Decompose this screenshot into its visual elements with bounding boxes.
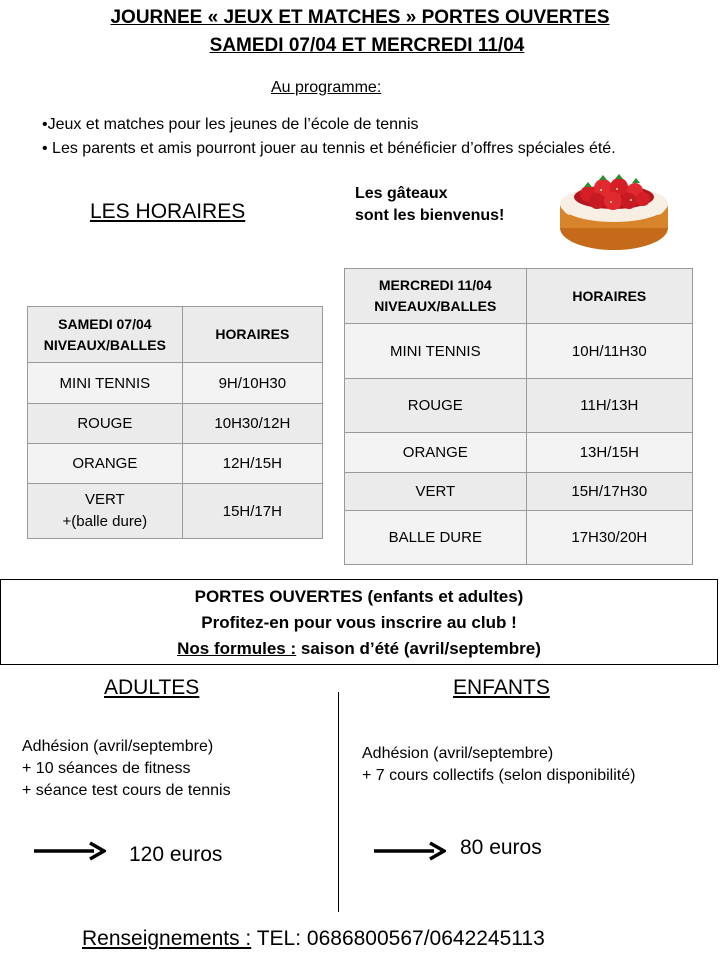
- banner-line-1: PORTES OUVERTES (enfants et adultes): [194, 587, 524, 606]
- enfants-heading: ENFANTS: [453, 676, 550, 699]
- table-header-row: [345, 269, 693, 324]
- hours-cell: 9H/10H30: [182, 363, 322, 404]
- schedule-table-samedi: [27, 306, 323, 539]
- open-days-banner: [0, 579, 718, 665]
- table-row: [345, 511, 693, 565]
- table-header-row: [28, 307, 323, 363]
- hours-cell: 10H/11H30: [526, 324, 692, 379]
- contact-phones: TEL: 0686800567/0642245113: [251, 927, 545, 950]
- column-header-hours: HORAIRES: [182, 307, 322, 363]
- adultes-heading: ADULTES: [104, 676, 200, 699]
- arrow-right-icon: [374, 840, 446, 862]
- programme-item-1: •Jeux et matches pour les jeunes de l’école de tennis: [42, 116, 419, 133]
- level-line-2: +(balle dure): [62, 513, 148, 530]
- adultes-description: [22, 736, 231, 802]
- formules-season: saison d’été (avril/septembre): [296, 639, 541, 658]
- title-line-2-text: SAMEDI 07/04 ET MERCREDI 11/04: [209, 35, 525, 56]
- enfants-price: 80 euros: [460, 836, 542, 859]
- hours-cell: 15H/17H: [182, 484, 322, 539]
- level-cell: ORANGE: [345, 433, 527, 473]
- adultes-line-3: + séance test cours de tennis: [22, 782, 231, 799]
- formules-label: Nos formules :: [177, 639, 297, 658]
- header-date: MERCREDI 11/04: [378, 277, 492, 293]
- level-cell: ROUGE: [345, 379, 527, 433]
- header-levels: NIVEAUX/BALLES: [43, 336, 166, 353]
- table-row: [28, 363, 323, 404]
- table-row: [28, 404, 323, 444]
- level-cell: MINI TENNIS: [28, 363, 183, 404]
- level-cell: ROUGE: [28, 404, 183, 444]
- adultes-price: 120 euros: [129, 843, 223, 866]
- cakes-note: [355, 183, 504, 227]
- enfants-line-2: + 7 cours collectifs (selon disponibilité): [362, 767, 636, 784]
- arrow-right-icon: [34, 840, 106, 862]
- hours-cell: 15H/17H30: [526, 473, 692, 511]
- hours-cell: 13H/15H: [526, 433, 692, 473]
- programme-heading: Au programme:: [271, 79, 382, 96]
- banner-line-2: Profitez-en pour vous inscrire au club !: [201, 613, 517, 632]
- cakes-note-line-1: Les gâteaux: [355, 185, 448, 202]
- schedule-table-mercredi: [344, 268, 693, 565]
- hours-cell: 11H/13H: [526, 379, 692, 433]
- hours-cell: 12H/15H: [182, 444, 322, 484]
- hours-cell: 17H30/20H: [526, 511, 692, 565]
- enfants-description: [362, 743, 635, 787]
- column-header-levels: [345, 269, 527, 324]
- programme-item-2: • Les parents et amis pourront jouer au tennis et bénéficier d’offres spéciales été.: [42, 140, 616, 157]
- contact-label: Renseignements :: [82, 927, 252, 950]
- adultes-line-1: Adhésion (avril/septembre): [22, 738, 214, 755]
- level-cell: [28, 484, 183, 539]
- cake-icon: [553, 170, 675, 256]
- horaires-heading: LES HORAIRES: [90, 200, 246, 223]
- level-line-1: VERT: [84, 491, 125, 508]
- table-row: [345, 379, 693, 433]
- level-cell: ORANGE: [28, 444, 183, 484]
- enfants-line-1: Adhésion (avril/septembre): [362, 745, 554, 762]
- hours-cell: 10H30/12H: [182, 404, 322, 444]
- banner-line-3: [1, 636, 717, 662]
- contact-info: [82, 927, 545, 951]
- column-header-hours: HORAIRES: [526, 269, 692, 324]
- table-row: [28, 484, 323, 539]
- table-row: [345, 473, 693, 511]
- header-date: SAMEDI 07/04: [58, 315, 152, 332]
- table-row: [345, 324, 693, 379]
- level-cell: BALLE DURE: [345, 511, 527, 565]
- column-header-levels: [28, 307, 183, 363]
- table-row: [345, 433, 693, 473]
- title-line-1-text: JOURNEE « JEUX ET MATCHES » PORTES OUVERTES: [110, 7, 610, 28]
- title-line-2: [0, 35, 720, 57]
- cakes-note-line-2: sont les bienvenus!: [355, 207, 505, 224]
- header-levels: NIVEAUX/BALLES: [374, 298, 497, 314]
- title-line-1: [0, 7, 720, 29]
- level-cell: VERT: [345, 473, 527, 511]
- table-row: [28, 444, 323, 484]
- column-divider: [338, 692, 339, 912]
- level-cell: MINI TENNIS: [345, 324, 527, 379]
- adultes-line-2: + 10 séances de fitness: [22, 760, 191, 777]
